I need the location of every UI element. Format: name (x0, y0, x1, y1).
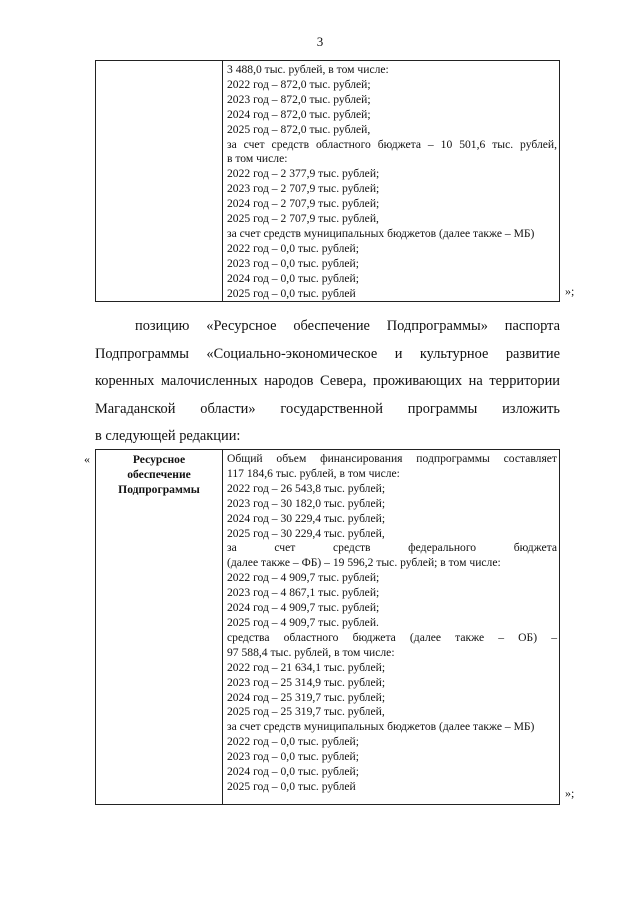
table2-line: 2023 год – 30 182,0 тыс. рублей; (227, 496, 386, 510)
resource-provision-table (95, 449, 560, 805)
table2-opening-quote: « (84, 452, 90, 466)
table2-line: за счет средств федерального бюджета (227, 541, 557, 555)
table2-line: 2022 год – 0,0 тыс. рублей; (227, 735, 359, 749)
table1-line: за счет средств муниципальных бюджетов (далее также – МБ) (227, 226, 535, 240)
table2-line: 2024 год – 0,0 тыс. рублей; (227, 765, 359, 779)
table2-line: 2022 год – 26 543,8 тыс. рублей; (227, 481, 386, 495)
table1-line: 2025 год – 872,0 тыс. рублей, (227, 122, 371, 136)
table2-line: 2022 год – 21 634,1 тыс. рублей; (227, 660, 386, 674)
table1-line: 2022 год – 2 377,9 тыс. рублей; (227, 167, 380, 181)
paragraph-line: Магаданской области» государственной программы изложить (95, 400, 560, 417)
table2-line: 2025 год – 0,0 тыс. рублей (227, 779, 356, 793)
table2-line: Общий объем финансирования подпрограммы составляет (227, 452, 557, 465)
paragraph-line: в следующей редакции: (95, 428, 241, 444)
table1-line: 2022 год – 0,0 тыс. рублей; (227, 241, 359, 255)
table1-line: 2024 год – 0,0 тыс. рублей; (227, 271, 359, 285)
paragraph-line: Подпрограммы «Социально-экономическое и культурное развитие (95, 345, 560, 362)
header-line: Подпрограммы (118, 483, 200, 496)
table1-empty-cell (96, 61, 223, 302)
table2-header-cell (96, 450, 223, 805)
table1-line: 3 488,0 тыс. рублей, в том числе: (227, 63, 389, 76)
table1-content-cell (223, 61, 560, 302)
table2-line: 117 184,6 тыс. рублей, в том числе: (227, 466, 400, 480)
table2-line: 2023 год – 25 314,9 тыс. рублей; (227, 675, 386, 689)
table1-line: 2024 год – 2 707,9 тыс. рублей; (227, 197, 380, 211)
header-line: обеспечение (127, 468, 191, 481)
table1-line: 2024 год – 872,0 тыс. рублей; (227, 107, 371, 121)
paragraph-line: коренных малочисленных народов Севера, проживающих на территории (95, 373, 560, 389)
table2-line: 2025 год – 30 229,4 тыс. рублей, (227, 526, 385, 540)
table1-line: 2025 год – 2 707,9 тыс. рублей, (227, 212, 379, 226)
funding-table-continued (95, 60, 560, 302)
table2-line: 2023 год – 4 867,1 тыс. рублей; (227, 586, 380, 600)
table1-line: в том числе: (227, 152, 288, 166)
header-line: Ресурсное (132, 453, 186, 466)
table1-line: за счет средств областного бюджета – 10 501,6 тыс. рублей, (227, 137, 557, 151)
table2-line: 2024 год – 4 909,7 тыс. рублей; (227, 601, 380, 615)
table2-line: 2024 год – 25 319,7 тыс. рублей; (227, 690, 386, 704)
table1-closing-quote: »; (565, 284, 575, 298)
table2-line: 2023 год – 0,0 тыс. рублей; (227, 750, 359, 764)
table2-line: 2022 год – 4 909,7 тыс. рублей; (227, 571, 380, 585)
table2-line: (далее также – ФБ) – 19 596,2 тыс. рублей; в том числе: (227, 556, 501, 570)
table1-line: 2023 год – 0,0 тыс. рублей; (227, 256, 359, 270)
table2-closing-quote: »; (565, 786, 575, 800)
table2-line: средства областного бюджета (далее также – ОБ) – (227, 630, 557, 644)
page-number: 3 (316, 34, 324, 49)
table1-line: 2023 год – 2 707,9 тыс. рублей; (227, 182, 380, 196)
paragraph-line: позицию «Ресурсное обеспечение Подпрограммы» паспорта (135, 318, 560, 334)
instruction-paragraph (95, 313, 560, 451)
table2-content-cell (223, 450, 560, 805)
table1-line: 2025 год – 0,0 тыс. рублей (227, 286, 356, 300)
table2-line: 2025 год – 25 319,7 тыс. рублей, (227, 705, 385, 719)
table2-line: 97 588,4 тыс. рублей, в том числе: (227, 645, 395, 659)
table1-line: 2022 год – 872,0 тыс. рублей; (227, 77, 371, 91)
table2-line: за счет средств муниципальных бюджетов (далее также – МБ) (227, 720, 535, 734)
table2-line: 2025 год – 4 909,7 тыс. рублей. (227, 615, 379, 629)
table1-line: 2023 год – 872,0 тыс. рублей; (227, 92, 371, 106)
table2-line: 2024 год – 30 229,4 тыс. рублей; (227, 511, 386, 525)
